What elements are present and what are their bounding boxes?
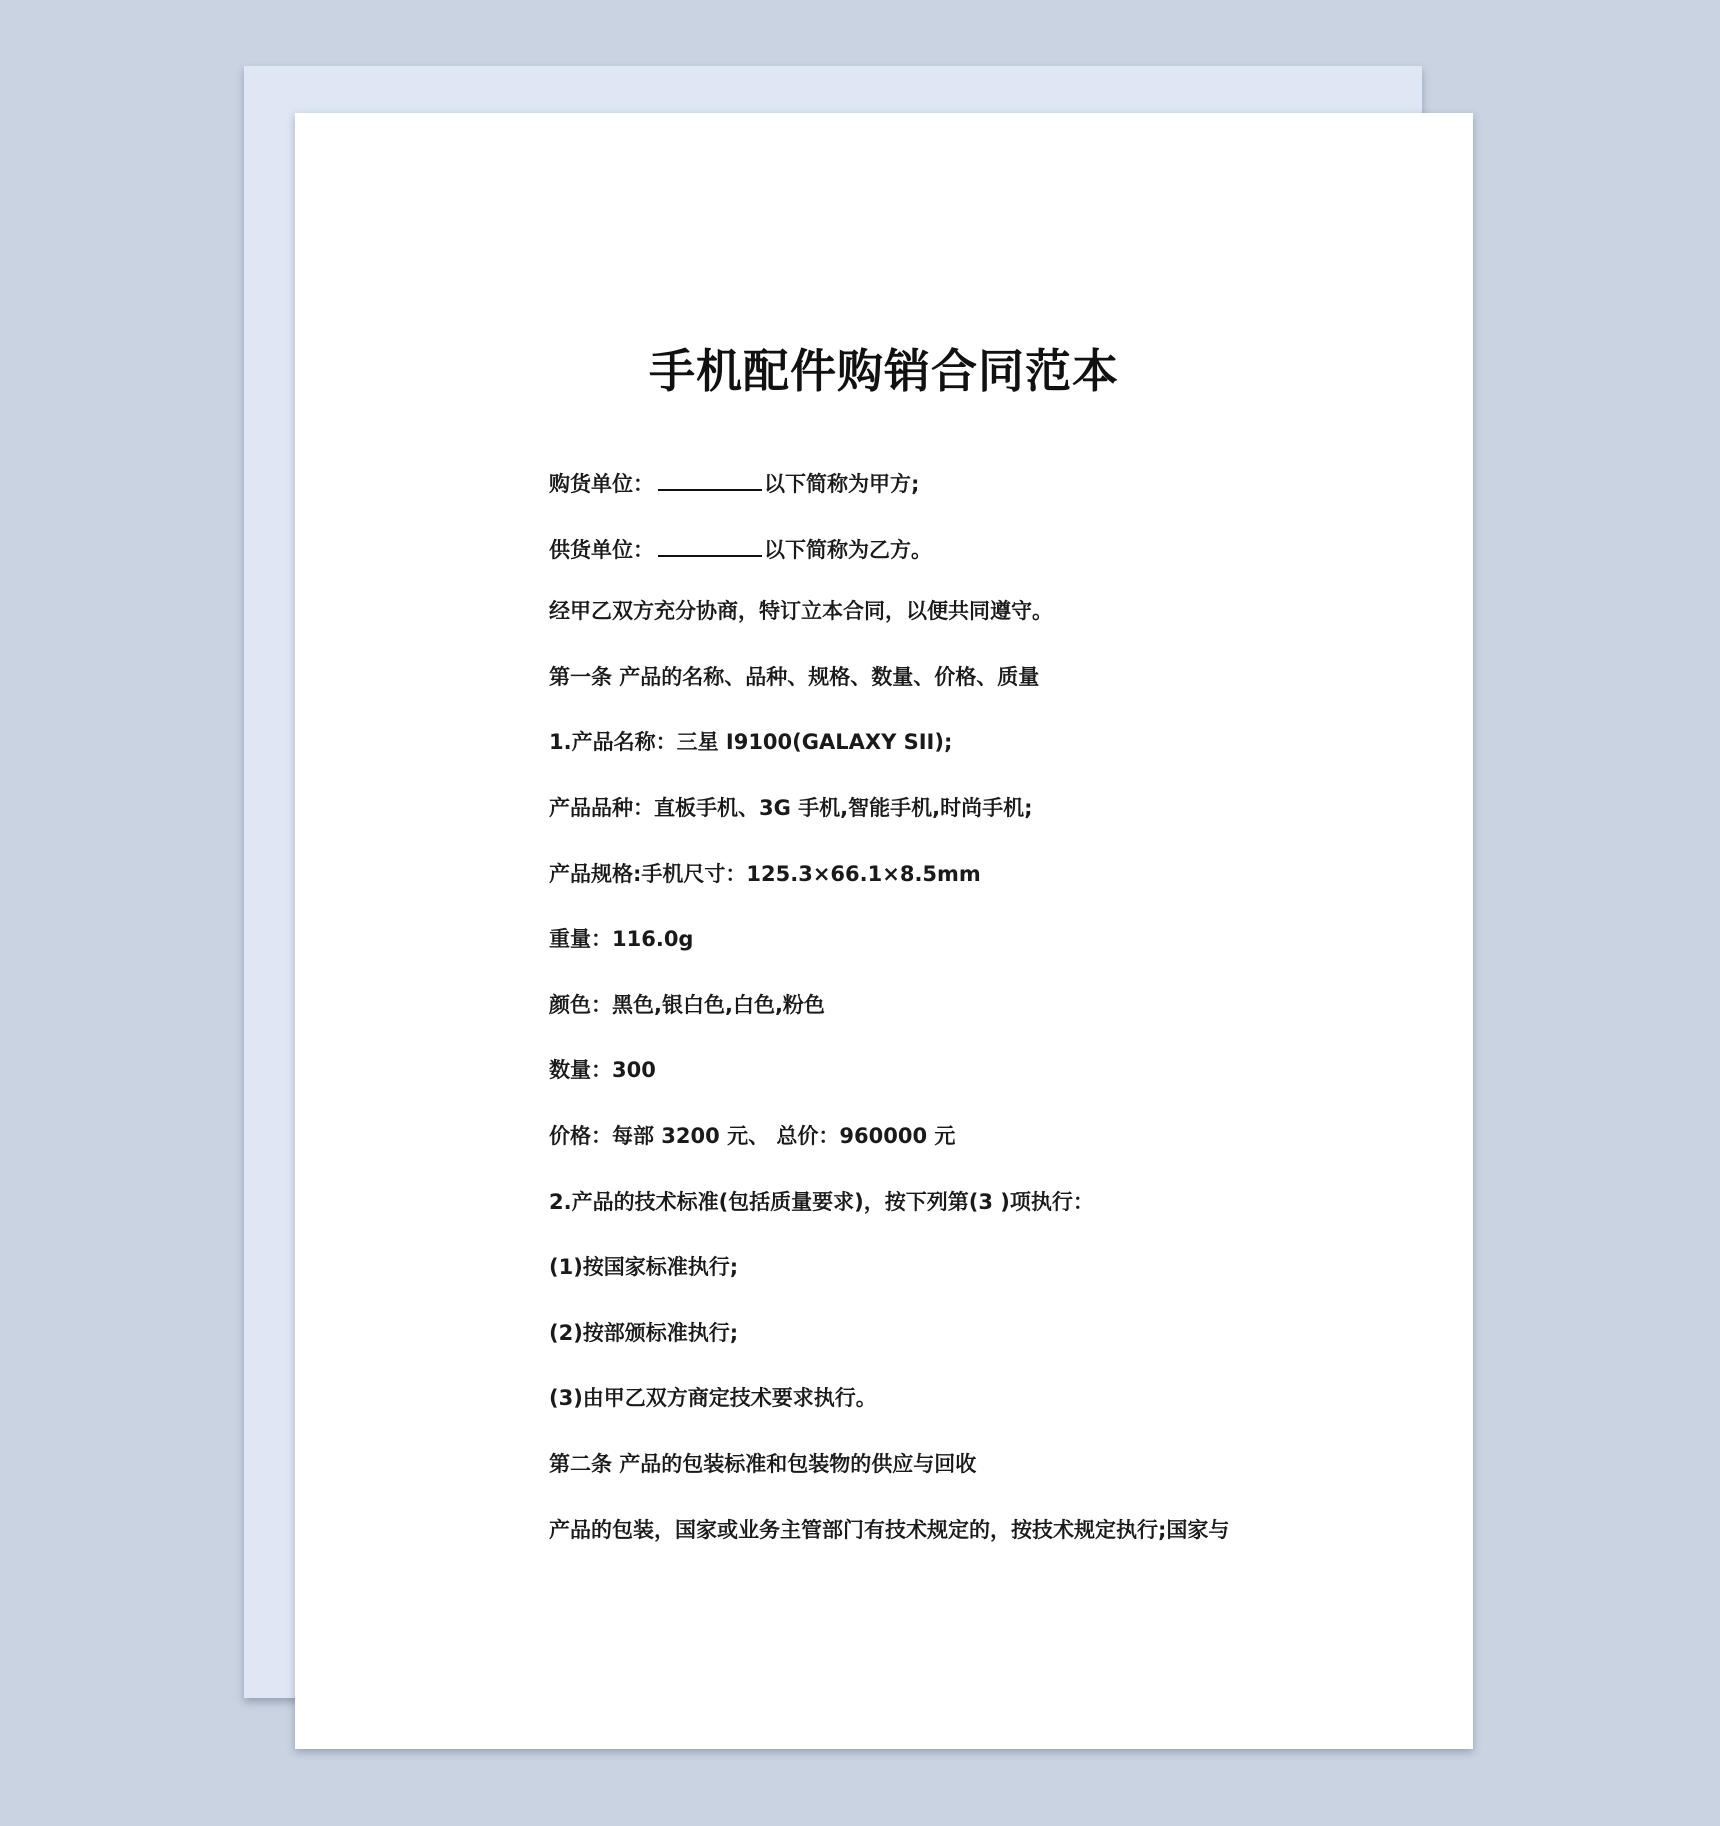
article-one-heading: 第一条 产品的名称、品种、规格、数量、价格、质量 xyxy=(549,664,1040,689)
buyer-blank xyxy=(658,465,762,491)
buyer-suffix: 以下简称为甲方; xyxy=(764,472,920,496)
tech-standard-line: 2.产品的技术标准(包括质量要求)，按下列第(3 )项执行： xyxy=(549,1189,1094,1214)
packaging-line: 产品的包装，国家或业务主管部门有技术规定的，按技术规定执行;国家与 xyxy=(549,1517,1230,1542)
product-name-line: 1.产品名称：三星 I9100(GALAXY SII); xyxy=(549,730,953,755)
supplier-blank xyxy=(658,531,762,557)
standard-option-3: (3)由甲乙双方商定技术要求执行。 xyxy=(549,1386,877,1411)
document-title: 手机配件购销合同范本 xyxy=(649,344,1119,398)
buyer-label: 购货单位： xyxy=(549,472,654,496)
supplier-suffix: 以下简称为乙方。 xyxy=(764,537,932,562)
product-variety-line: 产品品种：直板手机、3G 手机,智能手机,时尚手机; xyxy=(549,795,1033,820)
standard-option-2: (2)按部颁标准执行; xyxy=(549,1320,739,1345)
document-page xyxy=(295,113,1473,1749)
product-spec-line: 产品规格:手机尺寸：125.3×66.1×8.5mm xyxy=(549,861,981,886)
buyer-line xyxy=(549,465,1409,531)
supplier-line xyxy=(549,531,1409,597)
supplier-label: 供货单位： xyxy=(549,537,654,562)
color-line: 颜色：黑色,银白色,白色,粉色 xyxy=(549,992,825,1017)
document-body xyxy=(549,465,1409,1580)
price-line: 价格：每部 3200 元、 总价：960000 元 xyxy=(549,1123,956,1148)
article-two-heading: 第二条 产品的包装标准和包装物的供应与回收 xyxy=(549,1451,977,1476)
standard-option-1: (1)按国家标准执行; xyxy=(549,1255,739,1280)
weight-line: 重量：116.0g xyxy=(549,927,694,952)
preamble-line: 经甲乙双方充分协商，特订立本合同，以便共同遵守。 xyxy=(549,599,1053,624)
quantity-line: 数量：300 xyxy=(549,1058,656,1083)
